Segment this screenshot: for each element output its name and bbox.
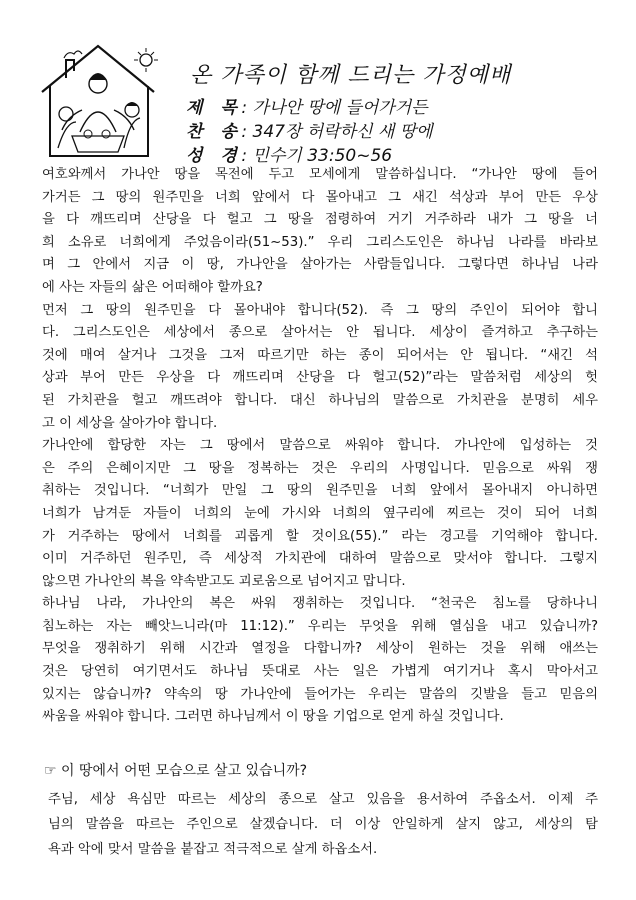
reflection-question xyxy=(44,760,307,780)
hymn-row xyxy=(186,117,433,142)
row-label: 찬 송 xyxy=(186,122,243,142)
paragraph-1 xyxy=(42,164,598,300)
text-line: 가나안에 합당한 자는 그 땅에서 말씀으로 싸워야 합니다. 가나안에 입성하는 것 xyxy=(42,438,598,454)
prayer-line: 주님, 세상 욕심만 따르는 세상의 종으로 살고 있음을 용서하여 주옵소서. 이제 주 xyxy=(48,792,598,807)
row-value: : 347장 허락하신 새 땅에 xyxy=(241,122,433,142)
text-line: 다. 그리스도인은 세상에서 종으로 살아서는 안 됩니다. 세상이 즐겨하고 추구하는 xyxy=(42,325,598,341)
text-line: 이미 거주하던 원주민, 즉 세상적 가치관에 대하여 말씀으로 맞서야 합니다. 그렇지 xyxy=(42,551,598,567)
text-line: 하나님 나라, 가나안의 복은 싸워 쟁취하는 것입니다. “천국은 침노를 당하나니 xyxy=(42,596,598,612)
text-line: 것은 당연히 여기면서도 하나님 뜻대로 사는 일은 가볍게 여기거나 혹시 막아서고 xyxy=(42,664,598,680)
pointing-hand-icon: ☞ xyxy=(44,763,57,779)
worship-title: 온 가족이 함께 드리는 가정예배 xyxy=(190,63,512,88)
row-label: 성 경 xyxy=(186,146,243,166)
text-line: 너희가 남겨둔 자들이 너희의 눈에 가시와 너희의 옆구리에 찌르는 것이 되어 너희 xyxy=(42,505,598,521)
sermon-body xyxy=(42,164,598,729)
text-line: 먼저 그 땅의 원주민을 다 몰아내야 합니다(52). 즉 그 땅의 주인이 되어야 합니 xyxy=(42,302,598,318)
text-line: 싸움을 싸워야 합니다. 그러면 하나님께서 이 땅을 기업으로 얻게 하실 것입니다. xyxy=(42,709,504,725)
text-line: 여호와께서 가나안 땅을 목전에 두고 모세에게 말씀하십니다. “가나안 땅에 들어 xyxy=(42,167,598,182)
scripture-row xyxy=(186,141,392,166)
text-line: 것에 매여 살거나 그것을 그저 따르기만 하는 종이 되어서는 안 됩니다. “새긴 석 xyxy=(42,347,598,363)
text-line: 희 소유로 너희에게 주었음이라(51~53).” 우리 그리스도인은 하나님 나라를 바라보 xyxy=(42,234,598,250)
text-line: 가거든 그 땅의 원주민을 너희 앞에서 다 몰아내고 그 새긴 석상과 부어 만든 우상 xyxy=(42,189,598,205)
paragraph-3 xyxy=(42,435,598,593)
prayer-line: 님의 말씀을 따르는 주인으로 살겠습니다. 더 이상 안일하게 살지 않고, 세상의 탐 xyxy=(48,817,598,832)
text-line: 고 이 세상을 살아가야 합니다. xyxy=(42,415,218,431)
text-line: 취하는 것입니다. “너희가 만일 그 땅의 원주민을 너희 앞에서 몰아내지 아니하면 xyxy=(42,483,598,499)
family-house-logo xyxy=(36,40,168,160)
paragraph-2 xyxy=(42,300,598,436)
closing-prayer xyxy=(48,787,598,862)
worship-header xyxy=(0,0,636,165)
row-value: : 민수기 33:50~56 xyxy=(241,146,393,166)
text-line: 않으면 가나안의 복을 약속받고도 괴로움으로 넘어지고 맙니다. xyxy=(42,573,406,589)
text-line: 무엇을 쟁취하기 위해 시간과 열정을 다합니까? 세상이 원하는 것을 위해 애쓰는 xyxy=(42,641,598,657)
question-text: 이 땅에서 어떤 모습으로 살고 있습니까? xyxy=(61,763,308,779)
row-label: 제 목 xyxy=(186,98,243,118)
text-line: 을 다 깨뜨리며 산당을 다 헐고 그 땅을 점령하여 거기 거주하라 내가 그 땅을 너 xyxy=(42,212,598,228)
sermon-title-row xyxy=(186,93,428,118)
text-line: 있지는 않습니까? 약속의 땅 가나안에 들어가는 우리는 말씀의 깃발을 들고 믿음의 xyxy=(42,686,598,702)
text-line: 은 주의 은혜이지만 그 땅을 정복하는 것은 우리의 사명입니다. 믿음으로 싸워 쟁 xyxy=(42,460,598,476)
text-line: 상과 부어 만든 우상을 다 깨뜨리며 산당을 다 헐고(52)”라는 말씀처럼 세상의 헛 xyxy=(42,370,598,386)
paragraph-4 xyxy=(42,593,598,729)
text-line: 침노하는 자는 빼앗느니라(마 11:12).” 우리는 무엇을 위해 열심을 내고 있습니까? xyxy=(42,618,598,634)
text-line: 가 거주하는 땅에서 너희를 괴롭게 할 것이요(55).” 라는 경고를 기억해야 합니다. xyxy=(42,528,598,544)
row-value: : 가나안 땅에 들어가거든 xyxy=(241,98,428,118)
text-line: 된 가치관을 헐고 깨뜨려야 합니다. 대신 하나님의 말씀으로 가치관을 분명히 세우 xyxy=(42,392,598,408)
text-line: 에 사는 자들의 삶은 어떠해야 할까요? xyxy=(42,279,263,295)
prayer-line: 욕과 악에 맞서 말씀을 붙잡고 적극적으로 살게 하옵소서. xyxy=(48,842,378,857)
text-line: 며 그 안에서 지금 이 땅, 가나안을 살아가는 사람들입니다. 그렇다면 하나님 나라 xyxy=(42,257,598,273)
